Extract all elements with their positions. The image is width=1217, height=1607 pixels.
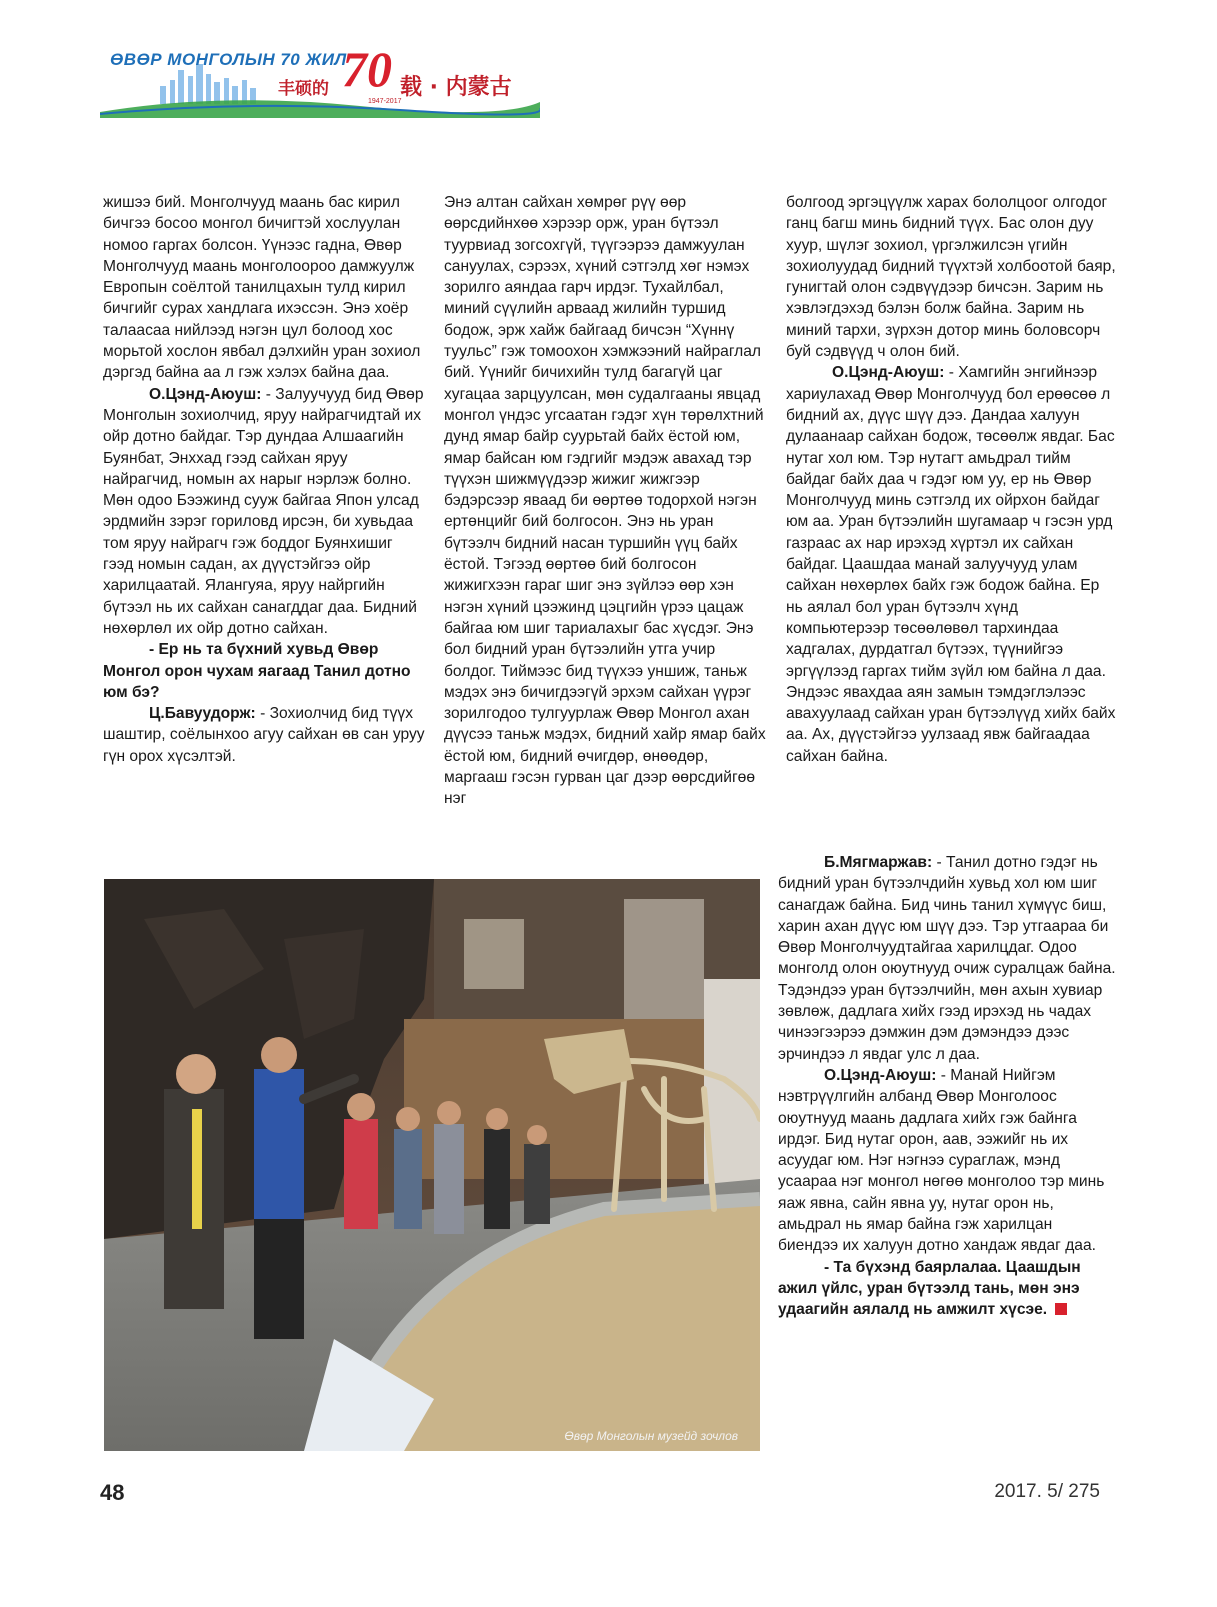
interview-closing [778,1257,1116,1321]
page-number: 48 [100,1480,125,1505]
answer-text: - Залуучууд бид Өвөр Монголын зохиолчид, яруу найрагчидтай их ойр дотно байдаг. Тэр дундаа Алшаагийн Буянбат, Энххад гээд сайхан яруу найрагчид, номын ах нарыг нэрлэж болно. Мөн одоо Бээжинд сууж байгаа Япон улсад эрдмийн зэрэг гориловд ирсэн, би хувьдаа том яруу найрагч гэж боддог Буянхишиг гээд номын садан, ах дүүстэйгээ ойр харилцаатай. Ялангуяа, яруу найргийн бүтээл нь их сайхан санагддаг даа. Бидний нөхөрлөл их ойр дотно сайхан. [103,385,424,637]
answer-text: - Хамгийн энгийнээр хариулахад Өвөр Монголчууд бол ерөөсөө л бидний ах, дүүс шүү дээ. Дандаа халуун дулаанаар сайхан бодож, төсөөлж явдаг. Бас нутаг хол юм. Тэр нутагт амьдрал тийм байдаг байх даа ч гэдэг юм уу, ер нь Өвөр Монголчууд минь сэтгэлд их ойрхон байдаг юм аа. Уран бүтээлийн шугамаар ч гэсэн урд газраас ах нар ирэхэд хүртэл их сайхан байдаг. Цаашдаа манай залуучууд улам сайхан нөхөрлөх байх гэж бодож байна. Ер нь аялал бол уран бүтээлч хүнд компьютерээр төсөөлөвөл тархиндаа хадгалах, дурдатгал бүтээх, түүнийгээ эргүүлээд гаргах тийм зүйл юм байна л даа. Эндээс явахдаа аян замын тэмдэглэлээс авахуулаад сайхан уран бүтээлүүд хийх байх аа. Ах, дүүстэйгээ уулзаад явж байгаадаа сайхан байна. [786,364,1116,765]
speaker-name: Ц.Бавуудорж: [149,705,256,723]
speaker-name: О.Цэнд-Аюуш: [832,364,945,382]
banner-title-mongolian: ӨВӨР МОНГОЛЫН 70 ЖИЛ [110,50,347,69]
interview-answer [103,703,425,767]
header-banner [100,40,540,118]
answer-text: - Танил дотно гэдэг нь бидний уран бүтээлчдийн хувьд хол юм шиг санагдаж байна. Бид чинь танил хүмүүс биш, харин ахан дүүс юм шүү дээ. Тэр утгаараа би Өвөр Монголчуудтайгаа харилцдаг. Одоо монголд олон оюутнууд очиж суралцаж байна. Тэдэндээ уран бүтээлчийн, мөн ахын хувиар зөвлөж, дадлага хийх гээд ирэхэд нь чадах чинээгээрээ дэмжин дэм дэмэндээ дээс эрчиндээ л явдаг улс л даа. [778,854,1116,1063]
text-column-3-lower [778,852,1116,1321]
text-column-1 [103,192,425,767]
banner-years: 1947-2017 [368,98,402,105]
text-column-2 [444,192,766,810]
interview-answer [778,852,1116,1065]
paragraph: болгоод эргэцүүлж харах бололцоог олгодог ганц багш минь бидний түүх. Бас олон дуу хуур, шүлэг зохиол, үргэлжилсэн үгийн зохиолуудад бидний түүхтэй холбоотой баяр, гунигтай олон сэдвүүдээр бичсэн. Зарим нь хэвлэгдэхэд бэлэн болж байна. Зарим нь миний тархи, зүрхэн дотор минь боловсорч буй сэдвүүд ч олон бий. [786,194,1116,361]
speaker-name: О.Цэнд-Аюуш: [149,385,262,403]
end-of-article-square-icon [1055,1303,1067,1315]
issue-number: 2017. 5/ 275 [994,1481,1100,1502]
interview-answer [778,1065,1116,1257]
banner-title-chinese-right: 载 · 内蒙古 [400,75,512,100]
paragraph: жишээ бий. Монголчууд маань бас кирил бичгээ босоо монгол бичигтэй хослуулан номоо гаргах болсон. Үүнээс гадна, Өвөр Монголчууд маань монголоороо дамжуулж Европын соёлтой танилцахын тулд кирил бичгийг сурах хандлага ихэссэн. Энэ хоёр талаасаа нийлээд нэгэн цул болоод хос морьтой хослон явбал дэлхийн уран зохиол дэргэд байна аа л гэж хэлэх байна даа. [103,194,421,382]
paragraph: Энэ алтан сайхан хөмрөг рүү өөр өөрсдийнхөө хэрээр орж, уран бүтээл туурвиад зогсохгүй, түүгээрээ дамжуулан сануулах, сэрээх, хүний сэтгэлд хөг нэмэх зорилго аяндаа гарч ирдэг. Тухайлбал, миний сүүлийн арваад жилийн туршид бодож, эрж хайж байгаад бичсэн “Хүннү туульс” гэж томоохон хэмжээний найраглал бий. Үүнийг бичихийн тулд багагүй цаг хугацаа зарцуулсан, мөн судалгааны явцад монгол үндэс угсаатан гэдэг хүн төрөлхтний дунд ямар байр суурьтай байх ёстой юм, ямар байсан юм гэдгийг мэдэж авахад тэр түүхэн шижмүүдээр жижиг жижгээр бэдэрсээр яваад би өөртөө тодорхой нэгэн ертөнцийг бий болгосон. Энэ нь уран бүтээлч бидний насан туршийн үүц байх ёстой. Тэгээд өөртөө бий болгосон жижигхээн гараг шиг энэ зүйлээ өөр хэн нэгэн хүний цээжинд цэцгийн үрээ цацаж байгаа юм шиг тариалахыг бас хүсдэг. Энэ бол бидний уран бүтээлийн утга учир болдог. Тиймээс бид түүхээ уншиж, таньж мэдэх энэ бичигдээгүй эрхэм сайхан үүрэг зорилгодоо тулгуурлаж Өвөр Монгол ахан дүүсээ таньж мэдэх, бидний хайр ямар байх ёстой юм, бидний өчигдөр, өнөөдөр, маргааш гэсэн гурван цаг дээр өөрсдийгөө нэг [444,194,766,808]
answer-text: - Зохиолчид бид түүх шаштир, соёлынхоо агуу сайхан өв сан уруу гүн орох хүсэлтэй. [103,705,425,765]
speaker-name: О.Цэнд-Аюуш: [824,1066,937,1084]
text-column-3 [786,192,1116,767]
answer-text: - Манай Нийгэм нэвтрүүлгийн албанд Өвөр Монголоос оюутнууд маань дадлага хийх гэж байнга ирдэг. Бид нутаг орон, аав, ээжийг нь их асуудаг юм. Нэг нэгнээ сураглаж, мэнд усаараа нэг монгол нөгөө монголоо тэр минь яаж явна, сайн явна уу, нутаг орон нь, амьдрал нь ямар байна гэж харилцан биендээ их халуун дотно хандаж явдаг даа. [778,1066,1105,1255]
banner-title-chinese-left: 丰硕的 [278,79,329,99]
museum-scene-illustration [104,879,760,1451]
interview-answer [103,384,425,640]
closing-text: - Та бүхэнд баярлалаа. Цаашдын ажил үйлс, уран бүтээлд тань, мөн энэ удаагийн аялалд нь амжилт хүсэе. [778,1258,1081,1319]
interview-question: - Ер нь та бүхний хувьд Өвөр Монгол орон чухам яагаад Танил дотно юм бэ? [103,641,411,701]
interview-answer [786,362,1116,767]
speaker-name: Б.Мягмаржав: [824,854,933,871]
photo-caption: Өвөр Монголын музейд зочлов [564,1429,738,1443]
banner-anniversary-number: 70 [342,41,392,97]
museum-photo [104,879,760,1451]
